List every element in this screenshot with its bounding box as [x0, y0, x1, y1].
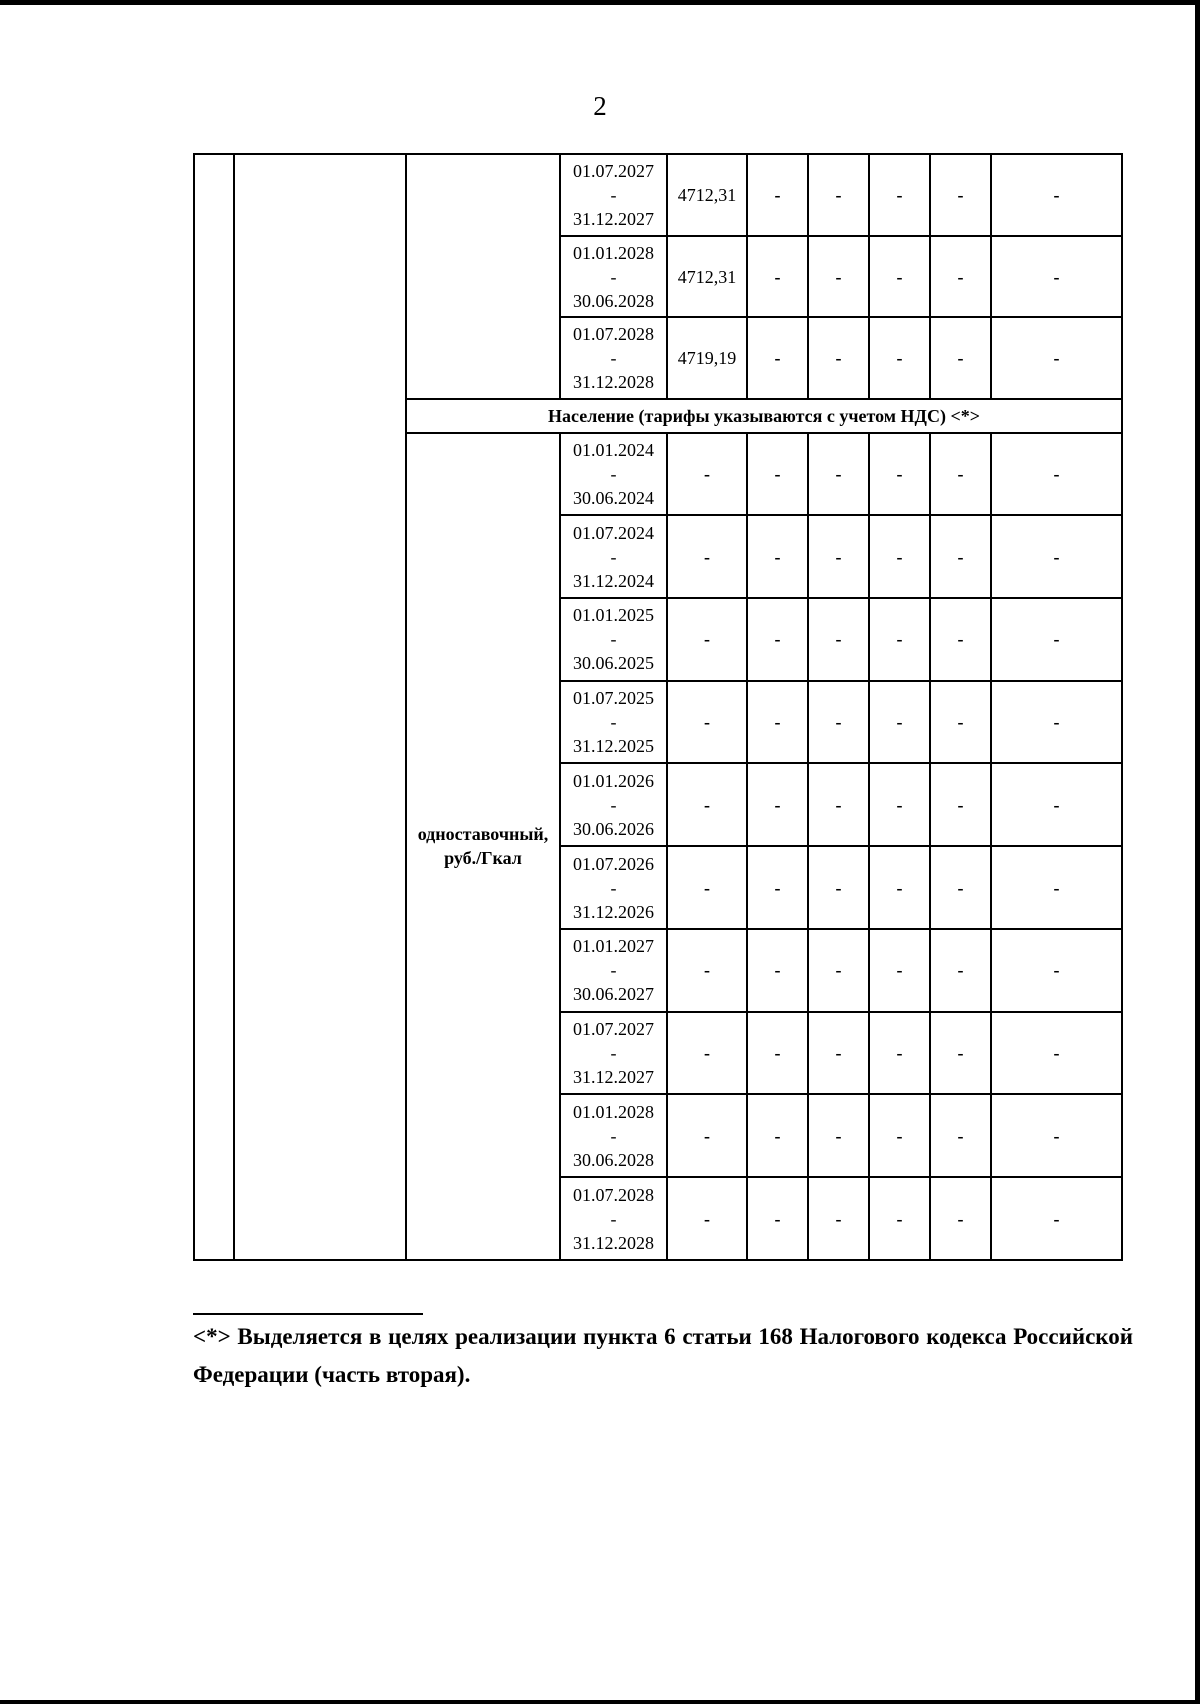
table-cell: -: [808, 929, 869, 1012]
footnote: <*> Выделяется в целях реализации пункта 6 статьи 168 Налогового кодекса Российской Федерации (часть вторая).: [193, 1324, 1133, 1387]
date-to: 30.06.2027: [573, 984, 654, 1005]
table-cell: -: [869, 317, 930, 399]
table-cell: -: [747, 681, 808, 764]
table-cell: -: [869, 1177, 930, 1260]
table-cell: -: [747, 929, 808, 1012]
table-cell: -: [991, 154, 1122, 236]
table-cell: -: [747, 1094, 808, 1177]
table-cell: -: [747, 433, 808, 516]
row-number-cell: [194, 154, 234, 1260]
date-to: 30.06.2028: [573, 290, 654, 311]
table-cell: -: [869, 154, 930, 236]
date-to: 31.12.2025: [573, 736, 654, 757]
date-to: 30.06.2025: [573, 653, 654, 674]
date-to: 31.12.2028: [573, 372, 654, 393]
table-cell: -: [991, 929, 1122, 1012]
table-cell: -: [869, 515, 930, 598]
tariff-value: -: [667, 433, 747, 516]
page-number: 2: [593, 91, 607, 121]
table-cell: -: [991, 763, 1122, 846]
table-cell: -: [747, 236, 808, 318]
period-cell: [560, 598, 667, 681]
date-from: 01.01.2028: [573, 1101, 654, 1122]
separator: -: [610, 184, 617, 205]
tariff-value: 4712,31: [667, 236, 747, 318]
tariff-value: -: [667, 681, 747, 764]
tariff-value: 4719,19: [667, 317, 747, 399]
table-cell: -: [930, 1177, 991, 1260]
table-cell: -: [869, 433, 930, 516]
table-cell: -: [747, 317, 808, 399]
scan-edge-bottom: [0, 1700, 1200, 1704]
table-cell: -: [869, 598, 930, 681]
table-cell: -: [808, 598, 869, 681]
table-cell: -: [747, 515, 808, 598]
period-cell: [560, 236, 667, 318]
date-from: 01.07.2024: [573, 522, 654, 543]
separator: -: [610, 629, 617, 650]
date-from: 01.01.2025: [573, 605, 654, 626]
separator: -: [610, 1043, 617, 1063]
table-cell: -: [747, 598, 808, 681]
date-to: 30.06.2026: [573, 818, 654, 839]
table-cell: -: [869, 236, 930, 318]
separator: -: [610, 348, 617, 369]
date-to: 31.12.2024: [573, 570, 654, 591]
table-cell: -: [930, 236, 991, 318]
separator: -: [610, 712, 617, 733]
table-cell: -: [869, 763, 930, 846]
footnote-rule: [193, 1313, 423, 1315]
date-to: 31.12.2027: [573, 208, 654, 229]
separator: -: [610, 463, 617, 484]
tariff-value: -: [667, 1012, 747, 1095]
separator: -: [610, 1125, 617, 1146]
table-cell: -: [869, 1012, 930, 1095]
table-cell: -: [808, 433, 869, 516]
date-from: 01.01.2028: [573, 242, 654, 263]
table-cell: -: [991, 598, 1122, 681]
table-cell: -: [930, 154, 991, 236]
table-cell: -: [869, 681, 930, 764]
table-cell: -: [991, 236, 1122, 318]
table-cell: -: [930, 763, 991, 846]
table-cell: -: [930, 598, 991, 681]
tariff-value: -: [667, 763, 747, 846]
table-cell: -: [808, 681, 869, 764]
period-cell: [560, 681, 667, 764]
table-cell: -: [808, 1094, 869, 1177]
organization-cell: [234, 154, 406, 1260]
period-cell: [560, 154, 667, 236]
separator: -: [610, 1208, 617, 1229]
table-cell: -: [991, 846, 1122, 929]
tariff-value: -: [667, 1177, 747, 1260]
tariff-value: -: [667, 1094, 747, 1177]
date-to: 30.06.2024: [573, 487, 654, 508]
period-cell: [560, 929, 667, 1012]
period-cell: [560, 515, 667, 598]
separator: -: [610, 960, 617, 981]
separator: -: [610, 877, 617, 898]
table-cell: -: [930, 515, 991, 598]
table-cell: -: [808, 317, 869, 399]
date-to: 30.06.2028: [573, 1149, 654, 1170]
separator: -: [610, 794, 617, 815]
period-cell: [560, 1012, 667, 1095]
tariff-table: [193, 153, 1123, 1261]
table-cell: -: [747, 1012, 808, 1095]
table-row: [194, 154, 1122, 236]
tariff-value: 4712,31: [667, 154, 747, 236]
tariff-type-label: одноставочный, руб./Гкал: [406, 433, 560, 1261]
table-cell: -: [930, 1094, 991, 1177]
period-cell: [560, 846, 667, 929]
table-cell: -: [869, 929, 930, 1012]
date-from: 01.07.2027: [573, 160, 654, 181]
period-cell: [560, 1094, 667, 1177]
date-from: 01.07.2028: [573, 1184, 654, 1205]
table-cell: -: [991, 1177, 1122, 1260]
tariff-value: -: [667, 846, 747, 929]
scan-edge-right: [1195, 0, 1200, 1704]
table-cell: -: [808, 515, 869, 598]
table-cell: -: [930, 317, 991, 399]
tariff-value: -: [667, 515, 747, 598]
table-cell: -: [808, 236, 869, 318]
date-from: 01.07.2025: [573, 688, 654, 709]
table-cell: -: [808, 1012, 869, 1095]
date-from: 01.01.2027: [573, 936, 654, 957]
period-cell: [560, 317, 667, 399]
period-cell: [560, 1177, 667, 1260]
table-cell: -: [930, 681, 991, 764]
table-cell: -: [808, 154, 869, 236]
table-cell: -: [930, 929, 991, 1012]
date-to: 31.12.2026: [573, 901, 654, 922]
date-from: 01.01.2024: [573, 439, 654, 460]
date-to: 31.12.2027: [573, 1067, 654, 1087]
table-cell: -: [991, 515, 1122, 598]
table-cell: -: [808, 763, 869, 846]
date-from: 01.01.2026: [573, 770, 654, 791]
separator: -: [610, 266, 617, 287]
table-cell: -: [991, 433, 1122, 516]
date-to: 31.12.2028: [573, 1232, 654, 1253]
tariff-value: -: [667, 598, 747, 681]
section-header: Население (тарифы указываются с учетом НДС) <*>: [406, 399, 1122, 432]
table-cell: -: [930, 433, 991, 516]
separator: -: [610, 546, 617, 567]
table-cell: -: [747, 1177, 808, 1260]
period-cell: [560, 433, 667, 516]
table-cell: -: [869, 846, 930, 929]
table-cell: -: [747, 763, 808, 846]
table-cell: -: [869, 1094, 930, 1177]
date-from: 01.07.2028: [573, 324, 654, 345]
table-cell: -: [930, 1012, 991, 1095]
table-cell: -: [991, 317, 1122, 399]
table-cell: -: [991, 1094, 1122, 1177]
table-cell: -: [930, 846, 991, 929]
tariff-type-cell: [406, 154, 560, 399]
date-from: 01.07.2026: [573, 853, 654, 874]
period-cell: [560, 763, 667, 846]
table-cell: -: [747, 154, 808, 236]
table-cell: -: [991, 681, 1122, 764]
table-cell: -: [808, 1177, 869, 1260]
table-cell: -: [747, 846, 808, 929]
date-from: 01.07.2027: [573, 1019, 654, 1039]
table-cell: -: [808, 846, 869, 929]
table-cell: -: [991, 1012, 1122, 1095]
tariff-value: -: [667, 929, 747, 1012]
scan-edge-top: [0, 0, 1200, 5]
